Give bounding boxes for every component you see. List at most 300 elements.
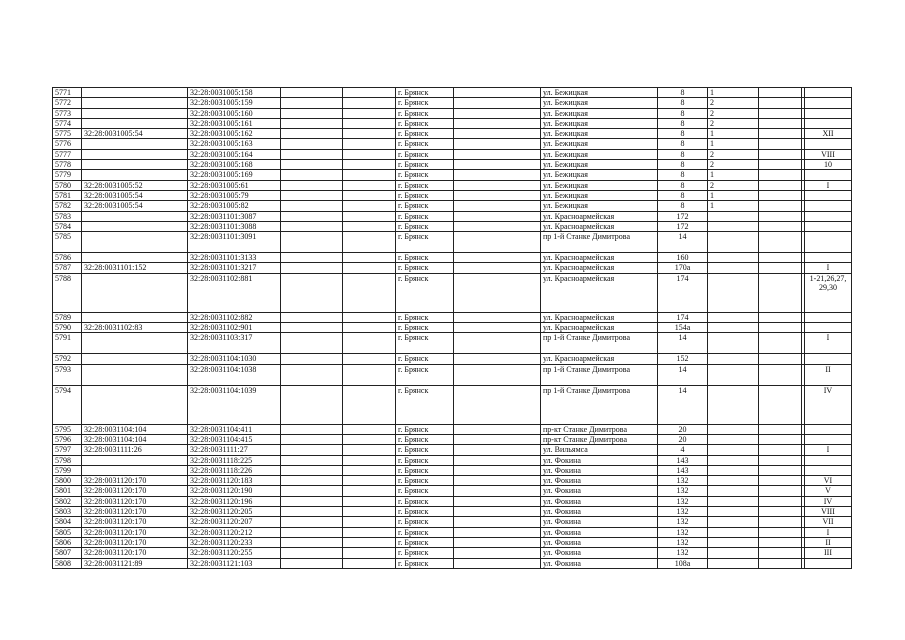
- empty-cell: [281, 424, 343, 434]
- empty-cell: [281, 98, 343, 108]
- empty-cell: [343, 201, 396, 211]
- table-row: [53, 558, 852, 568]
- empty-cell: [343, 98, 396, 108]
- empty-cell: [759, 190, 802, 200]
- empty-cell: [759, 486, 802, 496]
- row-number-cell: 5771: [53, 88, 82, 98]
- table-row: [53, 354, 852, 364]
- empty-cell: [454, 527, 541, 537]
- unit-cell: [708, 273, 759, 312]
- unit-cell: [708, 517, 759, 527]
- parent-cadastral-cell: 32:28:0031005:54: [82, 190, 188, 200]
- unit-cell: [708, 548, 759, 558]
- house-number-cell: 174: [658, 273, 708, 312]
- table-row: [53, 129, 852, 139]
- parent-cadastral-cell: 32:28:0031120:170: [82, 496, 188, 506]
- row-number-cell: 5781: [53, 190, 82, 200]
- empty-cell: [343, 211, 396, 221]
- house-number-cell: 172: [658, 211, 708, 221]
- cadastral-number-cell: 32:28:0031120:255: [188, 548, 281, 558]
- street-cell: ул. Красноармейская: [541, 354, 658, 364]
- table-row: [53, 201, 852, 211]
- row-number-cell: 5797: [53, 445, 82, 455]
- city-cell: г. Брянск: [396, 476, 454, 486]
- street-cell: ул. Красноармейская: [541, 221, 658, 231]
- unit-cell: [708, 333, 759, 354]
- empty-cell: [281, 354, 343, 364]
- premises-cell: I: [805, 445, 852, 455]
- row-number-cell: 5791: [53, 333, 82, 354]
- empty-cell: [281, 312, 343, 322]
- premises-cell: [805, 434, 852, 444]
- city-cell: г. Брянск: [396, 548, 454, 558]
- street-cell: ул. Фокина: [541, 486, 658, 496]
- cadastral-number-cell: 32:28:0031005:79: [188, 190, 281, 200]
- empty-cell: [759, 312, 802, 322]
- empty-cell: [454, 232, 541, 253]
- empty-cell: [281, 455, 343, 465]
- table-row: [53, 232, 852, 253]
- empty-cell: [281, 108, 343, 118]
- city-cell: г. Брянск: [396, 190, 454, 200]
- empty-cell: [759, 496, 802, 506]
- city-cell: г. Брянск: [396, 149, 454, 159]
- empty-cell: [343, 486, 396, 496]
- parent-cadastral-cell: [82, 221, 188, 231]
- empty-cell: [759, 434, 802, 444]
- row-number-cell: 5794: [53, 385, 82, 424]
- table-row: [53, 434, 852, 444]
- city-cell: г. Брянск: [396, 507, 454, 517]
- premises-cell: XII: [805, 129, 852, 139]
- cadastral-number-cell: 32:28:0031104:415: [188, 434, 281, 444]
- house-number-cell: 8: [658, 170, 708, 180]
- street-cell: ул. Фокина: [541, 496, 658, 506]
- table-row: [53, 476, 852, 486]
- table-row: [53, 424, 852, 434]
- table-row: [53, 465, 852, 475]
- unit-cell: 1: [708, 190, 759, 200]
- table-row: [53, 170, 852, 180]
- table-row: [53, 385, 852, 424]
- table-row: [53, 263, 852, 273]
- empty-cell: [343, 354, 396, 364]
- cadastral-number-cell: 32:28:0031005:162: [188, 129, 281, 139]
- empty-cell: [759, 424, 802, 434]
- parent-cadastral-cell: 32:28:0031120:170: [82, 486, 188, 496]
- empty-cell: [281, 118, 343, 128]
- empty-cell: [759, 527, 802, 537]
- cadastral-number-cell: 32:28:0031120:212: [188, 527, 281, 537]
- table-row: [53, 537, 852, 547]
- house-number-cell: 132: [658, 486, 708, 496]
- empty-cell: [454, 434, 541, 444]
- empty-cell: [759, 211, 802, 221]
- empty-cell: [281, 139, 343, 149]
- premises-cell: [805, 98, 852, 108]
- table-row: [53, 364, 852, 385]
- parent-cadastral-cell: [82, 333, 188, 354]
- empty-cell: [343, 527, 396, 537]
- house-number-cell: 143: [658, 465, 708, 475]
- cadastral-number-cell: 32:28:0031005:164: [188, 149, 281, 159]
- premises-cell: VIII: [805, 149, 852, 159]
- cadastral-number-cell: 32:28:0031101:3091: [188, 232, 281, 253]
- house-number-cell: 14: [658, 364, 708, 385]
- empty-cell: [759, 385, 802, 424]
- premises-cell: II: [805, 364, 852, 385]
- cadastral-number-cell: 32:28:0031104:1030: [188, 354, 281, 364]
- unit-cell: [708, 211, 759, 221]
- empty-cell: [343, 558, 396, 568]
- house-number-cell: 132: [658, 476, 708, 486]
- city-cell: г. Брянск: [396, 312, 454, 322]
- house-number-cell: 132: [658, 507, 708, 517]
- empty-cell: [343, 385, 396, 424]
- empty-cell: [759, 455, 802, 465]
- row-number-cell: 5792: [53, 354, 82, 364]
- empty-cell: [281, 201, 343, 211]
- empty-cell: [281, 465, 343, 475]
- row-number-cell: 5777: [53, 149, 82, 159]
- empty-cell: [454, 312, 541, 322]
- premises-cell: V: [805, 486, 852, 496]
- property-register-table: [52, 87, 852, 569]
- parent-cadastral-cell: [82, 253, 188, 263]
- premises-cell: [805, 424, 852, 434]
- parent-cadastral-cell: [82, 88, 188, 98]
- street-cell: ул. Бежицкая: [541, 88, 658, 98]
- table-row: [53, 445, 852, 455]
- city-cell: г. Брянск: [396, 88, 454, 98]
- empty-cell: [454, 160, 541, 170]
- table-row: [53, 139, 852, 149]
- unit-cell: 2: [708, 118, 759, 128]
- empty-cell: [759, 170, 802, 180]
- empty-cell: [454, 263, 541, 273]
- house-number-cell: 4: [658, 445, 708, 455]
- street-cell: ул. Бежицкая: [541, 108, 658, 118]
- cadastral-number-cell: 32:28:0031005:61: [188, 180, 281, 190]
- house-number-cell: 8: [658, 201, 708, 211]
- city-cell: г. Брянск: [396, 527, 454, 537]
- table-row: [53, 312, 852, 322]
- table-row: [53, 160, 852, 170]
- empty-cell: [759, 273, 802, 312]
- cadastral-number-cell: 32:28:0031102:882: [188, 312, 281, 322]
- premises-cell: VII: [805, 517, 852, 527]
- unit-cell: [708, 455, 759, 465]
- scanned-page: [52, 87, 852, 569]
- empty-cell: [281, 486, 343, 496]
- empty-cell: [759, 507, 802, 517]
- premises-cell: 1-21,26,27, 29,30: [805, 273, 852, 312]
- row-number-cell: 5788: [53, 273, 82, 312]
- empty-cell: [343, 537, 396, 547]
- street-cell: ул. Красноармейская: [541, 263, 658, 273]
- empty-cell: [281, 170, 343, 180]
- empty-cell: [759, 118, 802, 128]
- empty-cell: [343, 333, 396, 354]
- table-row: [53, 273, 852, 312]
- street-cell: ул. Фокина: [541, 507, 658, 517]
- parent-cadastral-cell: 32:28:0031120:170: [82, 527, 188, 537]
- empty-cell: [454, 221, 541, 231]
- premises-cell: [805, 118, 852, 128]
- table-row: [53, 98, 852, 108]
- premises-cell: [805, 232, 852, 253]
- parent-cadastral-cell: 32:28:0031005:54: [82, 201, 188, 211]
- unit-cell: 2: [708, 98, 759, 108]
- empty-cell: [281, 507, 343, 517]
- unit-cell: 2: [708, 149, 759, 159]
- cadastral-number-cell: 32:28:0031005:163: [188, 139, 281, 149]
- empty-cell: [343, 273, 396, 312]
- empty-cell: [281, 149, 343, 159]
- empty-cell: [343, 190, 396, 200]
- city-cell: г. Брянск: [396, 537, 454, 547]
- row-number-cell: 5778: [53, 160, 82, 170]
- premises-cell: [805, 170, 852, 180]
- table-row: [53, 548, 852, 558]
- empty-cell: [454, 537, 541, 547]
- empty-cell: [759, 548, 802, 558]
- premises-cell: I: [805, 263, 852, 273]
- empty-cell: [759, 517, 802, 527]
- empty-cell: [454, 445, 541, 455]
- parent-cadastral-cell: [82, 149, 188, 159]
- row-number-cell: 5805: [53, 527, 82, 537]
- premises-cell: [805, 323, 852, 333]
- unit-cell: [708, 323, 759, 333]
- empty-cell: [454, 190, 541, 200]
- premises-cell: [805, 354, 852, 364]
- house-number-cell: 8: [658, 190, 708, 200]
- parent-cadastral-cell: [82, 170, 188, 180]
- empty-cell: [454, 118, 541, 128]
- unit-cell: 1: [708, 170, 759, 180]
- empty-cell: [343, 160, 396, 170]
- parent-cadastral-cell: 32:28:0031120:170: [82, 548, 188, 558]
- parent-cadastral-cell: [82, 139, 188, 149]
- unit-cell: 2: [708, 180, 759, 190]
- row-number-cell: 5786: [53, 253, 82, 263]
- empty-cell: [343, 263, 396, 273]
- empty-cell: [454, 108, 541, 118]
- city-cell: г. Брянск: [396, 211, 454, 221]
- table-row: [53, 527, 852, 537]
- unit-cell: [708, 364, 759, 385]
- cadastral-number-cell: 32:28:0031005:158: [188, 88, 281, 98]
- street-cell: ул. Бежицкая: [541, 139, 658, 149]
- empty-cell: [454, 201, 541, 211]
- empty-cell: [454, 507, 541, 517]
- premises-cell: [805, 558, 852, 568]
- house-number-cell: 20: [658, 424, 708, 434]
- empty-cell: [281, 445, 343, 455]
- table-body: [53, 88, 852, 569]
- empty-cell: [759, 537, 802, 547]
- cadastral-number-cell: 32:28:0031101:3087: [188, 211, 281, 221]
- premises-cell: [805, 88, 852, 98]
- parent-cadastral-cell: [82, 354, 188, 364]
- cadastral-number-cell: 32:28:0031103:317: [188, 333, 281, 354]
- table-row: [53, 455, 852, 465]
- unit-cell: 1: [708, 129, 759, 139]
- empty-cell: [281, 273, 343, 312]
- parent-cadastral-cell: 32:28:0031120:170: [82, 537, 188, 547]
- row-number-cell: 5785: [53, 232, 82, 253]
- house-number-cell: 160: [658, 253, 708, 263]
- street-cell: ул. Бежицкая: [541, 160, 658, 170]
- street-cell: ул. Фокина: [541, 465, 658, 475]
- row-number-cell: 5772: [53, 98, 82, 108]
- row-number-cell: 5804: [53, 517, 82, 527]
- parent-cadastral-cell: [82, 118, 188, 128]
- house-number-cell: 108а: [658, 558, 708, 568]
- empty-cell: [343, 108, 396, 118]
- street-cell: ул. Фокина: [541, 517, 658, 527]
- house-number-cell: 8: [658, 180, 708, 190]
- house-number-cell: 143: [658, 455, 708, 465]
- city-cell: г. Брянск: [396, 385, 454, 424]
- empty-cell: [454, 129, 541, 139]
- empty-cell: [343, 507, 396, 517]
- street-cell: ул. Фокина: [541, 455, 658, 465]
- empty-cell: [454, 273, 541, 312]
- cadastral-number-cell: 32:28:0031005:82: [188, 201, 281, 211]
- empty-cell: [759, 476, 802, 486]
- city-cell: г. Брянск: [396, 180, 454, 190]
- street-cell: пр 1-й Станке Димитрова: [541, 385, 658, 424]
- cadastral-number-cell: 32:28:0031120:205: [188, 507, 281, 517]
- parent-cadastral-cell: [82, 385, 188, 424]
- table-row: [53, 118, 852, 128]
- empty-cell: [281, 129, 343, 139]
- empty-cell: [281, 476, 343, 486]
- street-cell: пр-кт Станке Димитрова: [541, 434, 658, 444]
- street-cell: ул. Вильямса: [541, 445, 658, 455]
- empty-cell: [454, 253, 541, 263]
- row-number-cell: 5780: [53, 180, 82, 190]
- house-number-cell: 132: [658, 517, 708, 527]
- empty-cell: [343, 323, 396, 333]
- table-row: [53, 486, 852, 496]
- unit-cell: [708, 527, 759, 537]
- city-cell: г. Брянск: [396, 333, 454, 354]
- city-cell: г. Брянск: [396, 496, 454, 506]
- empty-cell: [759, 354, 802, 364]
- premises-cell: [805, 139, 852, 149]
- table-row: [53, 190, 852, 200]
- empty-cell: [454, 558, 541, 568]
- empty-cell: [281, 558, 343, 568]
- cadastral-number-cell: 32:28:0031005:169: [188, 170, 281, 180]
- cadastral-number-cell: 32:28:0031104:1039: [188, 385, 281, 424]
- street-cell: пр-кт Станке Димитрова: [541, 424, 658, 434]
- parent-cadastral-cell: [82, 312, 188, 322]
- cadastral-number-cell: 32:28:0031102:881: [188, 273, 281, 312]
- row-number-cell: 5787: [53, 263, 82, 273]
- street-cell: ул. Красноармейская: [541, 253, 658, 263]
- unit-cell: 2: [708, 160, 759, 170]
- empty-cell: [454, 149, 541, 159]
- parent-cadastral-cell: [82, 465, 188, 475]
- table-row: [53, 496, 852, 506]
- empty-cell: [281, 323, 343, 333]
- empty-cell: [759, 253, 802, 263]
- parent-cadastral-cell: 32:28:0031120:170: [82, 507, 188, 517]
- empty-cell: [454, 486, 541, 496]
- parent-cadastral-cell: 32:28:0031005:52: [82, 180, 188, 190]
- unit-cell: [708, 424, 759, 434]
- empty-cell: [343, 139, 396, 149]
- empty-cell: [454, 98, 541, 108]
- city-cell: г. Брянск: [396, 558, 454, 568]
- parent-cadastral-cell: 32:28:0031104:104: [82, 434, 188, 444]
- premises-cell: [805, 201, 852, 211]
- city-cell: г. Брянск: [396, 108, 454, 118]
- empty-cell: [759, 323, 802, 333]
- row-number-cell: 5776: [53, 139, 82, 149]
- empty-cell: [343, 88, 396, 98]
- empty-cell: [343, 424, 396, 434]
- cadastral-number-cell: 32:28:0031120:190: [188, 486, 281, 496]
- city-cell: г. Брянск: [396, 445, 454, 455]
- house-number-cell: 132: [658, 527, 708, 537]
- empty-cell: [759, 98, 802, 108]
- empty-cell: [281, 190, 343, 200]
- unit-cell: [708, 558, 759, 568]
- street-cell: ул. Фокина: [541, 476, 658, 486]
- empty-cell: [454, 476, 541, 486]
- row-number-cell: 5779: [53, 170, 82, 180]
- street-cell: ул. Бежицкая: [541, 118, 658, 128]
- empty-cell: [343, 221, 396, 231]
- city-cell: г. Брянск: [396, 273, 454, 312]
- city-cell: г. Брянск: [396, 98, 454, 108]
- unit-cell: [708, 486, 759, 496]
- premises-cell: [805, 455, 852, 465]
- house-number-cell: 8: [658, 108, 708, 118]
- empty-cell: [343, 180, 396, 190]
- unit-cell: [708, 253, 759, 263]
- street-cell: ул. Красноармейская: [541, 273, 658, 312]
- empty-cell: [454, 180, 541, 190]
- empty-cell: [343, 517, 396, 527]
- house-number-cell: 8: [658, 129, 708, 139]
- empty-cell: [343, 364, 396, 385]
- street-cell: ул. Бежицкая: [541, 129, 658, 139]
- row-number-cell: 5806: [53, 537, 82, 547]
- row-number-cell: 5798: [53, 455, 82, 465]
- empty-cell: [343, 476, 396, 486]
- empty-cell: [343, 170, 396, 180]
- street-cell: пр 1-й Станке Димитрова: [541, 232, 658, 253]
- empty-cell: [454, 139, 541, 149]
- unit-cell: 1: [708, 201, 759, 211]
- cadastral-number-cell: 32:28:0031118:226: [188, 465, 281, 475]
- premises-cell: [805, 465, 852, 475]
- unit-cell: [708, 445, 759, 455]
- table-row: [53, 221, 852, 231]
- city-cell: г. Брянск: [396, 517, 454, 527]
- table-row: [53, 88, 852, 98]
- city-cell: г. Брянск: [396, 201, 454, 211]
- house-number-cell: 170а: [658, 263, 708, 273]
- cadastral-number-cell: 32:28:0031005:160: [188, 108, 281, 118]
- city-cell: г. Брянск: [396, 354, 454, 364]
